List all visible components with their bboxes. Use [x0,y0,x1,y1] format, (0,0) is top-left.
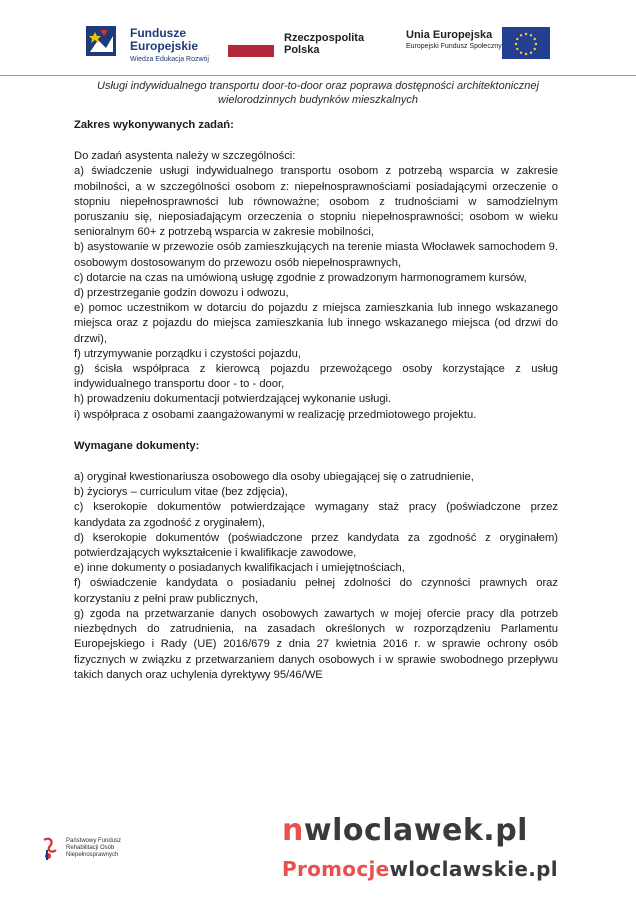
fe-title-line-1: Fundusze [130,26,186,40]
eu-flag [502,27,550,59]
document-body [74,118,558,683]
document-item: b) życiorys – curriculum vitae (bez zdjęcia), [74,486,288,499]
watermark-1-accent: n [282,813,304,848]
task-item: a) świadczenie usługi indywidualnego transportu osobom z potrzebą wsparcia w zakresie mobilności, a w szczególności osobom z: niepełnosprawnościami posiadającymi orzeczenie o stopniu niepełnosprawności lub równoważne; osobom z trudnościami w samodzielnym poruszaniu się, nieposiadającym orzeczenia o stopniu niepełnosprawności; osobom w wieku senioralnym 60+ z potrzebą wsparcia w zakresie mobilności, [74,165,558,239]
task-item: d) przestrzeganie godzin dowozu i odwozu, [74,287,289,300]
rp-line-2: Polska [284,44,320,56]
task-item: b) asystowanie w przewozie osób zamieszkujących na terenie miasta Włocławek samochodem 9. osobowym dostosowanym do przewozu osób niepełnosprawnych, [74,241,558,269]
polish-flag [228,44,274,57]
ue-subtitle: Europejski Fundusz Społeczny [406,43,502,50]
pfron-line-3: Niepełnosprawnych [66,852,119,858]
watermark-2-accent: Promocje [282,857,390,881]
task-item: c) dotarcie na czas na umówioną usługę zgodnie z prowadzonym harmonogramem kursów, [74,271,527,284]
subtitle-line-1: Usługi indywidualnego transportu door-to-door oraz poprawa dostępności architektonicznej [97,80,539,92]
task-item: h) prowadzeniu dokumentacji potwierdzającej wykonanie usługi. [74,393,392,406]
task-item: i) współpraca z osobami zaangażowanymi w realizację przedmiotowego projektu. [74,408,477,421]
rp-line-1: Rzeczpospolita [284,32,365,44]
fundusze-europejskie-label [130,27,209,66]
watermark-1-text: wloclawek.pl [303,813,528,848]
document-item: g) zgoda na przetwarzanie danych osobowych zawartych w mojej ofercie pracy dla potrzeb niezbędnych do zatrudnienia, na zasadach określonych w rozporządzeniu Parlamentu Europejskiego i Rady (UE) 2016/679 z dnia 27 kwietnia 2016 r. w sprawie ochrony osób fizycznych w związku z przetwarzaniem danych osobowych i w sprawie swobodnego przepływu takich danych oraz uchylenia dyrektywy 95/46/WE [74,607,558,681]
task-item: e) pomoc uczestnikom w dotarciu do pojazdu z miejsca zamieszkania lub innego wskazanego miejsca oraz z pojazdu do miejsca zamieszkania lub innego wskazanego miejsca (od drzwi do drzwi), [74,302,558,345]
unia-europejska-label [406,29,502,53]
subtitle-line-2: wielorodzinnych budynków mieszkalnych [218,94,418,106]
rzeczpospolita-label [284,32,364,56]
tasks-intro: Do zadań asystenta należy w szczególności: [74,150,296,163]
document-item: f) oświadczenie kandydata o posiadaniu pełnej zdolności do czynności prawnych oraz korzystaniu z pełni praw publicznych, [74,577,558,605]
document-item: c) kserokopie dokumentów potwierdzające wymagany staż pracy (poświadczone przez kandydata za zgodność z oryginałem), [74,501,558,529]
tasks-heading: Zakres wykonywanych zadań: [74,119,234,131]
pfron-line-2: Rehabilitacji Osób [66,845,115,851]
watermark-2-text: wloclawskie.pl [389,857,558,881]
project-subtitle [60,79,576,107]
promocje-watermark[interactable] [282,857,558,881]
fe-subtitle: Wiedza Edukacja Rozwój [130,56,209,63]
ue-title: Unia Europejska [406,29,493,41]
documents-heading: Wymagane dokumenty: [74,439,200,452]
document-item: e) inne dokumenty o posiadanych kwalifikacjach i umiejętnościach, [74,562,405,575]
fe-title-line-2: Europejskie [130,39,199,53]
nwloclawek-watermark[interactable] [282,813,528,848]
task-item: g) ścisła współpraca z kierowcą pojazdu przewożącego osoby korzystające z usług indywidualnego transportu door - to - door, [74,363,558,391]
document-item: a) oryginał kwestionariusza osobowego dla osoby ubiegającej się o zatrudnienie, [74,471,474,484]
pfron-line-1: Państwowy Fundusz [66,838,122,844]
pfron-logo [40,836,62,862]
task-item: f) utrzymywanie porządku i czystości pojazdu, [74,347,301,360]
fundusze-europejskie-logo [86,26,126,56]
pfron-label [66,838,121,859]
document-item: d) kserokopie dokumentów (poświadczone przez kandydata za zgodność z oryginałem) potwierdzających wykształcenie i kwalifikacje zawodowe, [74,531,558,560]
